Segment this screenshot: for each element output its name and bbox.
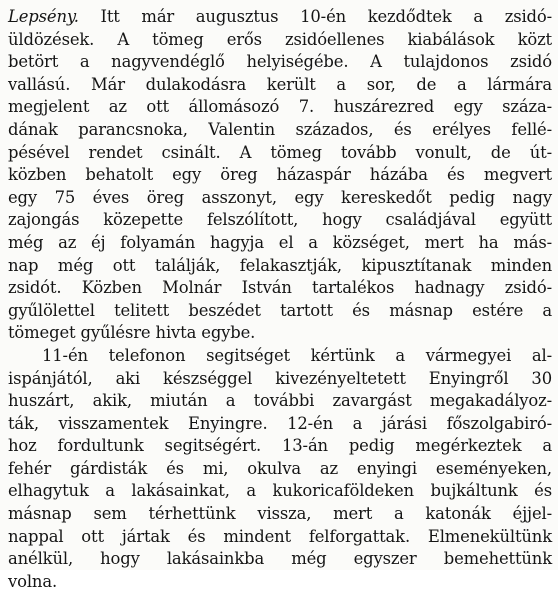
text-line: anélkül, hogy lakásainkba még egyszer bemehettünk (8, 549, 552, 569)
text-line-content: Itt már augusztus 10-én kezdődtek a zsidó- (78, 7, 552, 26)
text-line: huszárt, akik, miután a további zavargást megakadályoz- (8, 391, 552, 411)
text-line: nap még ott találják, felakasztják, kipusztítanak minden (8, 255, 552, 275)
text-line: pésével rendet csinált. A tömeg tovább vonult, de út- (8, 142, 552, 162)
text-line: tömeget gyűlésre hivta egybe. (8, 323, 256, 343)
text-line: volna. (8, 571, 58, 591)
text-line: nappal ott jártak és mindent felforgattak. Elmenekültünk (8, 526, 552, 546)
text-line (8, 6, 552, 29)
text-line: zajongás közepette felszólított, hogy családjával együtt (8, 210, 552, 230)
text-line: ispánjától, aki készséggel kivezényeltetett Enyingről 30 (8, 368, 552, 388)
article-text (8, 6, 552, 593)
place-name: Lepsény. (8, 7, 79, 26)
text-line: 11-én telefonon segitséget kértünk a vármegyei al- (42, 345, 552, 365)
text-line: másnap sem térhettünk vissza, mert a katonák éjjel- (8, 504, 552, 524)
text-line: fehér gárdisták és mi, okulva az enyingi eseményeken, (8, 458, 552, 478)
text-line: egy 75 éves öreg asszonyt, egy kereskedőt pedig nagy (8, 187, 552, 207)
text-line: betört a nagyvendéglő helyiségébe. A tulajdonos zsidó (8, 52, 552, 72)
text-line: gyűlölettel telitett beszédet tartott és másnap estére a (8, 300, 552, 320)
text-line: megjelent az ott állomásozó 7. huszárezred egy száza- (8, 97, 552, 117)
text-line: ták, visszamentek Enyingre. 12-én a járási főszolgabiró- (8, 413, 552, 433)
text-line: közben behatolt egy öreg házaspár házába és megvert (8, 165, 552, 185)
text-line: dának parancsnoka, Valentin százados, és erélyes fellé- (8, 119, 552, 139)
text-line: üldözések. A tömeg erős zsidóellenes kiabálások közt (8, 29, 552, 49)
text-line: vallású. Már dulakodásra került a sor, de a lármára (8, 74, 552, 94)
text-line: még az éj folyamán hagyja el a községet, mert ha más- (8, 232, 552, 252)
text-line: hoz fordultunk segitségért. 13-án pedig megérkeztek a (8, 436, 552, 456)
text-line: zsidót. Közben Molnár István tartalékos hadnagy zsidó- (8, 278, 552, 298)
text-line: elhagytuk a lakásainkat, a kukoricaföldeken bujkáltunk és (8, 481, 552, 501)
